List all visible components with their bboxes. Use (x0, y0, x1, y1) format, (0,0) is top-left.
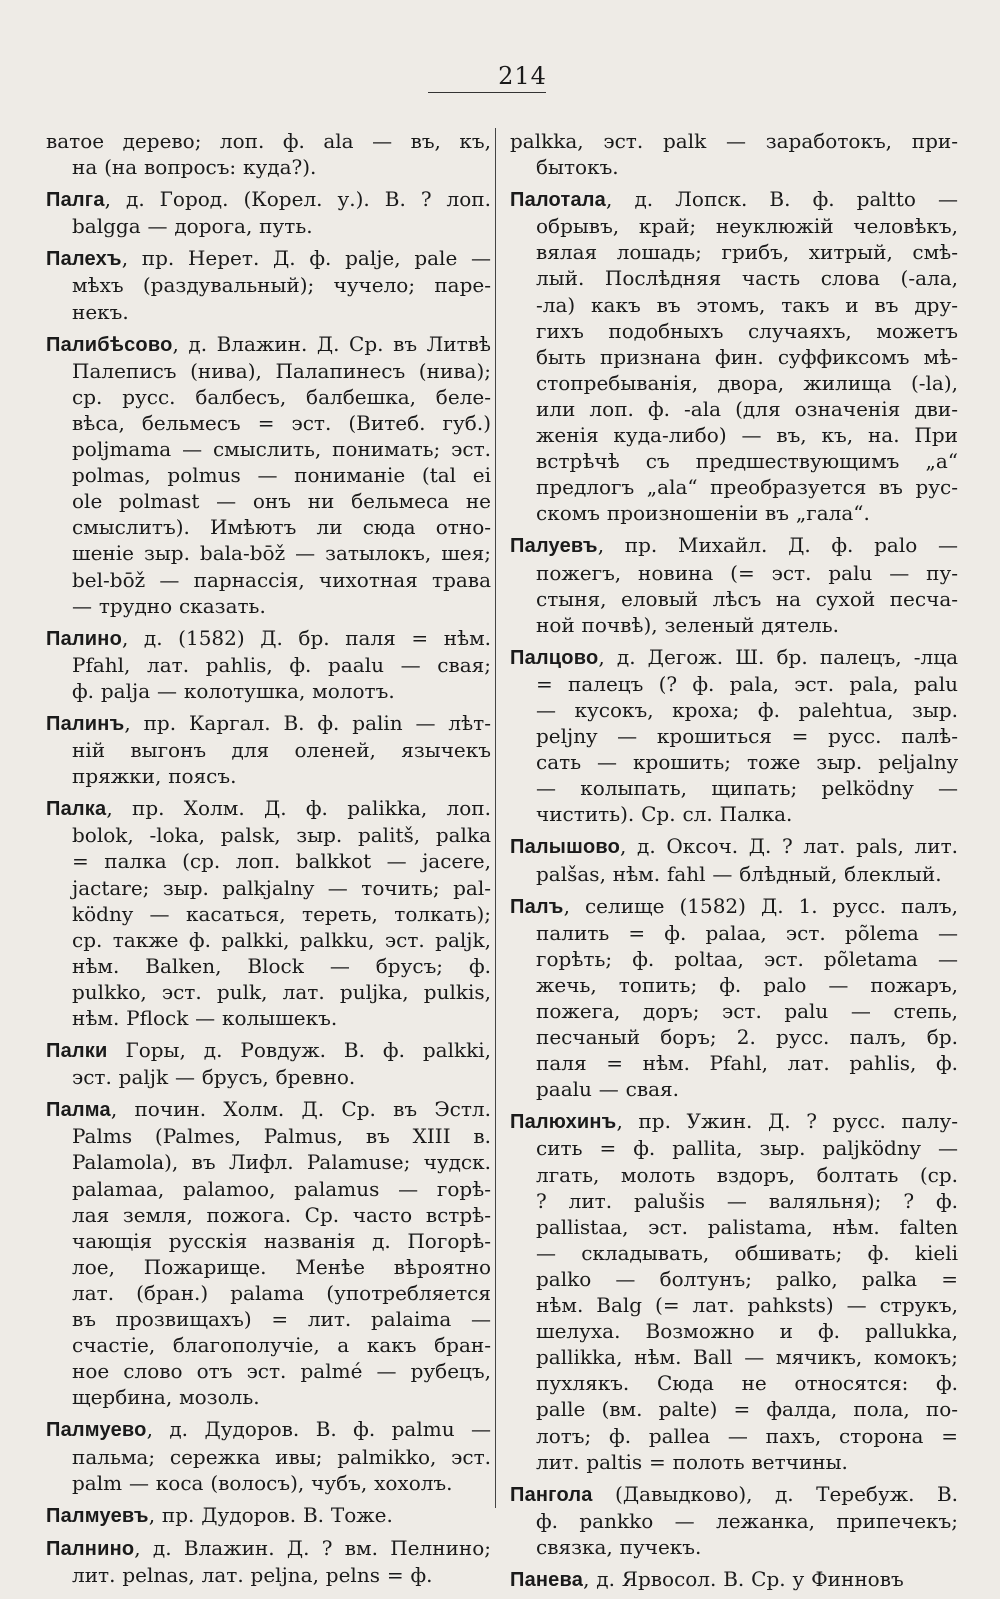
entry-text: лотъ; ф. pallea — пахъ, сторона = (536, 1423, 958, 1448)
entry-text: лое, Пожарище. Менѣе вѣроятно (72, 1254, 491, 1279)
entry-line (510, 893, 958, 920)
entry-line (46, 384, 491, 410)
entry-headword: Панева (510, 1568, 584, 1591)
entry-line (46, 652, 491, 678)
entry-text: palamaa, palamoo, palamus — горѣ- (72, 1176, 491, 1201)
entry-text: Pfahl, лат. pahlis, ф. paalu — свая; (72, 652, 491, 677)
entry-text: въ прозвищахъ) = лит. palaima — (72, 1307, 491, 1332)
entry-text: шенiе зыр. bala-bōž — затылокъ, шея; (72, 541, 491, 566)
entry-text: на (на вопросъ: куда?). (72, 155, 317, 180)
entry-text: щербина, мозоль. (72, 1385, 260, 1410)
entry-line (510, 265, 958, 291)
entry-line (46, 822, 491, 848)
entry-headword: Палуевъ (510, 535, 598, 558)
entry-text: быть признана фин. суффиксомъ мѣ- (536, 344, 958, 369)
entry-line (510, 292, 958, 318)
entry-line (510, 239, 958, 265)
entry-text: предлогъ „ala“ преобразуется въ рус- (536, 475, 958, 500)
entry-text: ср. также ф. palkki, palkku, эст. paljk, (72, 927, 491, 952)
entry-line (510, 1481, 958, 1508)
entry-line (510, 833, 958, 860)
entry-text: скомъ произношенiи въ „гала“. (536, 501, 870, 526)
entry-line (46, 1332, 491, 1358)
entry-headword: Пангола (510, 1483, 593, 1506)
entry-text: Палеписъ (нива), Палапинесъ (нива); (72, 358, 491, 383)
entry-text: паля = нѣм. Pfahl, лат. pahlis, ф. (536, 1051, 958, 1076)
entry-text: вялая лошадь; грибъ, хитрый, смѣ- (536, 240, 958, 265)
entry-text: palle (вм. palte) = фалда, пола, по- (536, 1397, 958, 1422)
entry-text: пряжки, поясъ. (72, 764, 237, 789)
entry-line (46, 1064, 491, 1090)
entry-line (510, 861, 958, 887)
entry-text: пальма; сережка ивы; palmikko, эст. (72, 1444, 491, 1469)
entry-headword: Палотала (510, 189, 607, 212)
entry-headword: Палга (46, 189, 105, 212)
entry-text: ватое дерево; лоп. ф. ala — въ, къ, (46, 129, 491, 153)
entry-line (510, 128, 958, 154)
entry-line (46, 128, 491, 154)
entry-line (510, 213, 958, 239)
entry-line (46, 540, 491, 566)
entry-line (46, 848, 491, 874)
entry-text: paalu — свая. (536, 1077, 680, 1102)
entry-line (510, 775, 958, 801)
dictionary-entry-palibesovo (46, 331, 491, 619)
entry-line (510, 1108, 958, 1135)
entry-text: Palms (Palmes, Palmus, въ XIII в. (72, 1124, 491, 1149)
entry-line (46, 1228, 491, 1254)
entry-text: , д. Город. (Корел. у.). В. ? лоп. (104, 187, 491, 212)
entry-headword: Палки (46, 1040, 108, 1063)
entry-line (510, 1162, 958, 1188)
entry-line (46, 1123, 491, 1149)
entry-line (510, 1344, 958, 1370)
entry-line (510, 972, 958, 998)
entry-line (46, 1280, 491, 1306)
entry-line (510, 154, 958, 180)
entry-text: сить = ф. pallita, зыр. paljködny — (536, 1136, 958, 1161)
dictionary-entry-palyukhin (510, 1108, 958, 1474)
entry-text: лая земля, пожога. Ср. часто встрѣ- (72, 1202, 491, 1227)
entry-text: ködny — касаться, тереть, толкать); (72, 901, 491, 926)
entry-line (510, 1188, 958, 1214)
entry-text: счастiе, благополучiе, а какъ бран- (72, 1333, 491, 1358)
dictionary-entry-palki-gory (46, 1037, 491, 1090)
entry-text: polmas, polmus — пониманiе (tal ei (72, 463, 491, 488)
right-column (510, 128, 958, 1599)
entry-line (510, 1135, 958, 1161)
entry-line (510, 422, 958, 448)
dictionary-entry-palmuev (46, 1502, 491, 1529)
entry-line (46, 331, 491, 358)
entry-line (510, 396, 958, 422)
entry-line (510, 344, 958, 370)
entry-text: пожегъ, новина (= эст. palu — пу- (536, 560, 958, 585)
entry-headword: Палинъ (46, 712, 125, 735)
entry-text: лый. Послѣдняя часть слова (-ала, (536, 266, 958, 291)
entry-text: нiй выгонъ для оленей, язычекъ (72, 738, 491, 763)
entry-text: poljmama — смыслить, понимать; эст. (72, 437, 491, 462)
entry-text: bolok, -loka, palsk, зыр. palitš, palka (72, 823, 491, 848)
entry-text: pallikka, нѣм. Ball — мячикъ, комокъ; (536, 1345, 958, 1370)
entry-line (510, 612, 958, 638)
entry-text: пожега, доръ; эст. palu — степь, (536, 999, 958, 1023)
entry-line (46, 1037, 491, 1064)
entry-line (46, 875, 491, 901)
entry-headword: Палнино (46, 1537, 135, 1560)
entry-text: некъ. (72, 299, 129, 324)
entry-line (46, 410, 491, 436)
entry-headword: Палышово (510, 836, 621, 859)
entry-headword: Палехъ (46, 248, 122, 271)
entry-text: , д. Влажин. Д. Ср. въ Литвѣ (172, 331, 491, 356)
dictionary-entry-paltsovo (510, 644, 958, 828)
entry-line (510, 1076, 958, 1102)
entry-text: , д. (1582) Д. бр. паля = нѣм. (122, 625, 491, 650)
entry-text: Горы, д. Ровдуж. В. ф. palkki, (107, 1038, 491, 1063)
entry-line (510, 801, 958, 827)
entry-headword: Палибѣсово (46, 333, 173, 356)
entry-line (510, 448, 958, 474)
entry-line (46, 927, 491, 953)
entry-line (510, 1240, 958, 1266)
entry-text: , д. Оксоч. Д. ? лат. pals, лит. (620, 834, 958, 859)
entry-text: — колыпать, щипать; pelködny — (536, 776, 958, 801)
entry-line (510, 1423, 958, 1449)
entry-text: , пр. Холм. Д. ф. palikka, лоп. (106, 796, 491, 821)
dictionary-entry-pal (510, 893, 958, 1103)
entry-line (510, 586, 958, 612)
entry-line (46, 1470, 491, 1496)
entry-text: , почин. Холм. Д. Ср. въ Эстл. (110, 1097, 491, 1122)
entry-text: ? лит. palušis — валяльня); ? ф. (536, 1188, 958, 1213)
entry-text: палить = ф. palaa, эст. põlema — (536, 920, 958, 945)
entry-text: , д. Влажин. Д. ? вм. Пелнино; (134, 1535, 491, 1560)
entry-text: нѣм. Balken, Block — брусъ; ф. (72, 953, 491, 978)
entry-text: жечь, топить; ф. palo — пожаръ, (536, 972, 958, 997)
entry-text: — складывать, обшивать; ф. kieli (536, 1240, 958, 1265)
entry-line (510, 749, 958, 775)
entry-text: Palamola), въ Лифл. Palamuse; чудск. (72, 1150, 491, 1175)
entry-text: стопребыванiя, двора, жилища (-la), (536, 370, 958, 395)
entry-line (46, 1535, 491, 1562)
entry-text: , селище (1582) Д. 1. русс. палъ, (563, 893, 958, 918)
entry-headword: Палмуево (46, 1419, 147, 1442)
entry-text: гихъ подобныхъ случаяхъ, можетъ (536, 318, 958, 343)
entry-text: — трудно сказать. (72, 593, 266, 618)
entry-line (510, 946, 958, 972)
entry-line (46, 1176, 491, 1202)
entry-line (46, 1384, 491, 1410)
entry-line (510, 1534, 958, 1560)
page-number: 214 (498, 62, 547, 90)
entry-text: встрѣчѣ съ предшествующимъ „а“ (536, 449, 958, 474)
entry-line (510, 560, 958, 586)
entry-text: песчаный боръ; 2. русс. палъ, бр. (536, 1025, 958, 1050)
entry-text: лат. (бран.) palama (употребляется (72, 1280, 491, 1305)
entry-text: или лоп. ф. -ala (для означенiя дви- (536, 396, 958, 421)
entry-text: jactare; зыр. palkjalny — точить; pal- (72, 875, 491, 900)
entry-line (46, 1562, 491, 1588)
entry-line (510, 370, 958, 396)
entry-line (46, 186, 491, 213)
entry-line (510, 697, 958, 723)
entry-text: чистить). Ср. сл. Палка. (536, 802, 793, 827)
dictionary-entry-palma (46, 1096, 491, 1410)
entry-text: ф. pankko — лежанка, припечекъ; (536, 1508, 958, 1533)
entry-text: ной почвѣ), зеленый дятель. (536, 612, 839, 637)
entry-text: ole polmast — онъ ни бельмеса не (72, 489, 491, 514)
entry-line (510, 186, 958, 213)
dictionary-entry-palga (46, 186, 491, 239)
entry-line (510, 1214, 958, 1240)
entry-line (46, 213, 491, 239)
entry-text: palm — коса (волосъ), чубъ, хохолъ. (72, 1470, 453, 1495)
entry-line (510, 532, 958, 559)
dictionary-entry-paneva (510, 1566, 958, 1593)
entry-line (46, 625, 491, 652)
entry-headword: Палюхинъ (510, 1111, 617, 1134)
entry-line (46, 1096, 491, 1123)
entry-line (46, 462, 491, 488)
entry-line (46, 1358, 491, 1384)
entry-line (510, 1024, 958, 1050)
entry-line (510, 500, 958, 526)
entry-line (510, 920, 958, 946)
entry-line (510, 723, 958, 749)
entry-text: нѣм. Balg (= лат. pahksts) — струкъ, (536, 1293, 958, 1318)
header-rule (428, 92, 546, 93)
entry-line (46, 299, 491, 325)
dictionary-entry-cont-top (46, 128, 491, 180)
dictionary-entry-palyshovo (510, 833, 958, 886)
entry-text: ное слово отъ эст. palmé — рубецъ, (72, 1359, 491, 1384)
entry-headword: Палмуевъ (46, 1504, 149, 1527)
entry-line (510, 1050, 958, 1076)
entry-text: нѣм. Pflock — колышекъ. (72, 1006, 338, 1030)
entry-line (510, 1449, 958, 1475)
dictionary-entry-palotala (510, 186, 958, 526)
entry-line (46, 1202, 491, 1228)
entry-line (46, 245, 491, 272)
entry-text: лит. pelnas, лат. peljna, pelns = ф. (72, 1562, 433, 1587)
entry-text: , д. Дегож. Ш. бр. палецъ, -лца (598, 644, 958, 669)
entry-line (46, 710, 491, 737)
entry-line (510, 474, 958, 500)
entry-text: , пр. Михайл. Д. ф. palo — (597, 533, 958, 558)
dictionary-entry-palnino (46, 1535, 491, 1588)
dictionary-entry-palino (46, 625, 491, 704)
entry-text: palko — болтунъ; palko, palka = (536, 1266, 958, 1291)
entry-line (46, 1502, 491, 1529)
entry-line (510, 1396, 958, 1422)
entry-line (510, 318, 958, 344)
entry-line (46, 567, 491, 593)
entry-text: balgga — дорога, путь. (72, 214, 313, 239)
entry-text: горѣть; ф. poltaa, эст. põletama — (536, 946, 958, 971)
entry-line (46, 737, 491, 763)
entry-text: лит. paltis = полоть ветчины. (536, 1449, 848, 1474)
entry-text: , д. Лопск. В. ф. paltto — (606, 187, 958, 212)
entry-text: смыслитъ). Имѣютъ ли сюда отно- (72, 515, 491, 540)
entry-text: , пр. Дудоров. В. Тоже. (148, 1502, 393, 1527)
entry-text: , пр. Нерет. Д. ф. palje, pale — (121, 246, 491, 271)
entry-line (510, 1370, 958, 1396)
entry-text: pallistaa, эст. palistama, нѣм. falten (536, 1214, 958, 1239)
entry-text: лгать, молоть вздоръ, болтать (ср. (536, 1162, 958, 1187)
entry-line (510, 1508, 958, 1534)
entry-text: pulkko, эст. pulk, лат. puljka, pulkis, (72, 979, 491, 1004)
dictionary-entry-palekh (46, 245, 491, 324)
entry-headword: Палино (46, 627, 122, 650)
entry-line (46, 953, 491, 979)
entry-text: , д. Ярвосол. В. Ср. у Финновъ (583, 1566, 904, 1591)
entry-line (46, 436, 491, 462)
entry-line (46, 488, 491, 514)
dictionary-entry-cont-top-r (510, 128, 958, 180)
entry-line (46, 763, 491, 789)
entry-line (46, 358, 491, 384)
entry-line (46, 979, 491, 1005)
left-column (46, 128, 491, 1594)
entry-headword: Палка (46, 798, 107, 821)
entry-text: ф. palja — колотушка, молотъ. (72, 678, 395, 703)
entry-line (46, 1149, 491, 1175)
entry-line (510, 1566, 958, 1593)
entry-text: ср. русс. балбесъ, балбешка, беле- (72, 384, 491, 409)
entry-text: , д. Дудоров. В. ф. palmu — (146, 1417, 491, 1442)
entry-line (510, 1318, 958, 1344)
entry-text: palkka, эст. palk — заработокъ, при- (510, 129, 958, 153)
entry-line (510, 671, 958, 697)
entry-line (46, 272, 491, 298)
dictionary-entry-palka (46, 795, 491, 1031)
entry-line (46, 678, 491, 704)
entry-text: = палка (ср. лоп. balkkot — jacere, (72, 849, 491, 874)
entry-line (46, 1416, 491, 1443)
entry-text: женiя куда-либо) — въ, къ, на. При (536, 423, 958, 448)
entry-text: пухлякъ. Сюда не относятся: ф. (536, 1371, 958, 1396)
entry-text: стыня, еловый лѣсъ на сухой песча- (536, 586, 958, 611)
entry-text: bel-bōž — парнассiя, чихотная трава (72, 567, 491, 592)
entry-line (46, 795, 491, 822)
entry-text: -ла) какъ въ этомъ, такъ и въ дру- (536, 292, 958, 317)
entry-text: бытокъ. (536, 155, 619, 180)
entry-text: шелуха. Возможно и ф. pallukka, (536, 1319, 958, 1344)
entry-line (46, 1306, 491, 1332)
entry-text: чающiя русскiя названiя д. Погорѣ- (72, 1228, 491, 1253)
entry-line (46, 1005, 491, 1031)
entry-headword: Палцово (510, 646, 599, 669)
entry-text: , пр. Ужин. Д. ? русс. палу- (616, 1109, 958, 1134)
dictionary-entry-palmuevo (46, 1416, 491, 1495)
entry-text: palšas, нѣм. fahl — блѣдный, блеклый. (536, 861, 942, 886)
entry-headword: Палма (46, 1099, 111, 1122)
entry-text: , пр. Каргал. В. ф. palin — лѣт- (124, 710, 491, 735)
entry-text: — кусокъ, кроха; ф. palehtua, зыр. (536, 697, 958, 722)
entry-text: мѣхъ (раздувальный); чучело; паре- (72, 273, 491, 298)
entry-text: эст. paljk — брусъ, бревно. (72, 1065, 356, 1090)
entry-line (46, 901, 491, 927)
dictionary-entry-palin (46, 710, 491, 789)
dictionary-entry-pangola (510, 1481, 958, 1560)
entry-line (510, 644, 958, 671)
entry-text: = палецъ (? ф. pala, эст. pala, palu (536, 671, 958, 696)
entry-line (510, 1266, 958, 1292)
entry-text: сать — крошить; тоже зыр. peljalny (536, 750, 958, 775)
entry-line (510, 1292, 958, 1318)
entry-text: связка, пучекъ. (536, 1534, 702, 1559)
entry-line (46, 1254, 491, 1280)
entry-text: обрывъ, край; неуклюжiй человѣкъ, (536, 214, 958, 239)
entry-headword: Палъ (510, 895, 564, 918)
dictionary-entry-paluev (510, 532, 958, 637)
entry-line (510, 998, 958, 1024)
entry-text: вѣса, бельмесъ = эст. (Витеб. губ.) (72, 410, 491, 435)
entry-line (46, 514, 491, 540)
entry-line (46, 593, 491, 619)
entry-line (46, 1444, 491, 1470)
entry-text: (Давыдково), д. Теребуж. В. (592, 1481, 958, 1506)
entry-text: peljny — крошиться = русс. палѣ- (536, 724, 958, 749)
column-divider (495, 128, 496, 1508)
entry-line (46, 154, 491, 180)
